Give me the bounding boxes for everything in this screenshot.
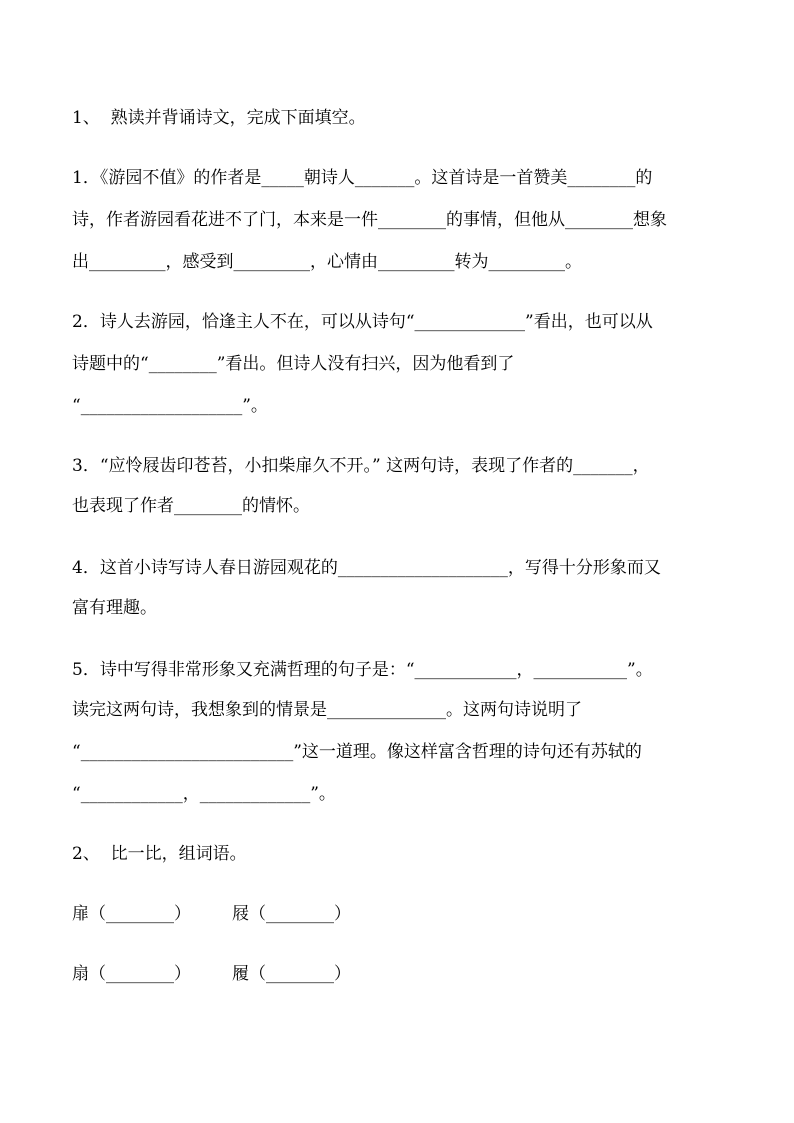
word-pair-right-1: 屐（________）	[232, 904, 351, 924]
q3-line2: 也表现了作者________的情怀。	[72, 496, 310, 516]
word-pair-left-1: 扉（________）	[72, 904, 191, 924]
q4-line2: 富有理趣。	[72, 598, 157, 618]
word-pair-right-2: 履（________）	[232, 964, 351, 984]
q2-line2: 诗题中的“________”看出。但诗人没有扫兴，因为他看到了	[72, 354, 515, 374]
q4-line1: 4．这首小诗写诗人春日游园观花的____________________，写得十分形象而又	[72, 558, 661, 578]
word-pair-left-2: 扇（________）	[72, 964, 191, 984]
q2-line1: 2．诗人去游园，恰逢主人不在，可以从诗句“_____________”看出，也可以从	[72, 312, 653, 332]
section1-heading: 1、 熟读并背诵诗文，完成下面填空。	[72, 108, 366, 128]
q1-line1: 1．《游园不值》的作者是_____朝诗人_______。这首诗是一首赞美________的	[72, 168, 653, 188]
q1-line2: 诗，作者游园看花进不了门，本来是一件________的事情，但他从________想象	[72, 210, 667, 230]
q2-line3: “___________________”。	[72, 396, 268, 416]
q3-line1: 3．“应怜屐齿印苍苔，小扣柴扉久不开。” 这两句诗，表现了作者的_______，	[72, 456, 650, 476]
q1-line3: 出_________，感受到_________，心情由_________转为_________。	[72, 252, 582, 272]
q5-line2: 读完这两句诗，我想象到的情景是______________。这两句诗说明了	[72, 700, 582, 720]
q5-line3: “_________________________”这一道理。像这样富含哲理的诗句还有苏轼的	[72, 742, 642, 762]
section2-heading: 2、 比一比，组词语。	[72, 844, 247, 864]
q5-line4: “____________，_____________”。	[72, 784, 336, 804]
q5-line1: 5．诗中写得非常形象又充满哲理的句子是：“____________，___________”。	[72, 660, 653, 680]
